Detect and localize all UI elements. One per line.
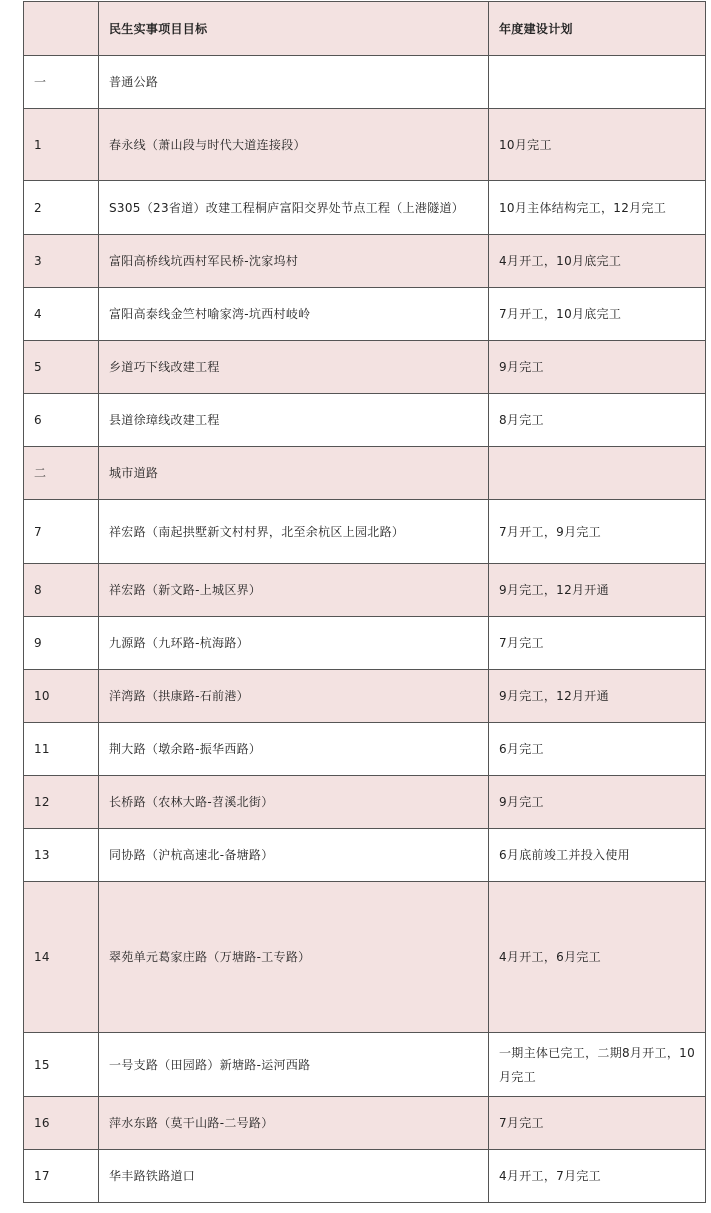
row-plan — [489, 447, 706, 500]
row-no: 3 — [24, 235, 99, 288]
row-no: 1 — [24, 109, 99, 181]
row-no: 17 — [24, 1150, 99, 1203]
row-no: 16 — [24, 1097, 99, 1150]
row-target: 洋湾路（拱康路-石前港） — [99, 670, 489, 723]
table-row — [24, 829, 706, 882]
table-row — [24, 670, 706, 723]
row-target: 县道徐璋线改建工程 — [99, 394, 489, 447]
row-plan: 6月底前竣工并投入使用 — [489, 829, 706, 882]
row-target: 翠苑单元葛家庄路（万塘路-工专路） — [99, 882, 489, 1033]
row-plan: 7月开工，10月底完工 — [489, 288, 706, 341]
row-target: 祥宏路（新文路-上城区界） — [99, 564, 489, 617]
row-target: 祥宏路（南起拱墅新文村村界，北至余杭区上园北路） — [99, 500, 489, 564]
table-row — [24, 447, 706, 500]
row-no: 4 — [24, 288, 99, 341]
row-no: 6 — [24, 394, 99, 447]
row-plan: 9月完工，12月开通 — [489, 564, 706, 617]
row-target: 乡道巧下线改建工程 — [99, 341, 489, 394]
row-no: 10 — [24, 670, 99, 723]
row-no: 一 — [24, 56, 99, 109]
row-no: 14 — [24, 882, 99, 1033]
table-row — [24, 1097, 706, 1150]
row-plan: 4月开工，10月底完工 — [489, 235, 706, 288]
header-target: 民生实事项目目标 — [99, 2, 489, 56]
row-plan: 9月完工，12月开通 — [489, 670, 706, 723]
table-row — [24, 235, 706, 288]
row-plan: 9月完工 — [489, 341, 706, 394]
table-row — [24, 882, 706, 1033]
table-row — [24, 723, 706, 776]
table-row — [24, 109, 706, 181]
table-row — [24, 564, 706, 617]
row-no: 8 — [24, 564, 99, 617]
row-target: 城市道路 — [99, 447, 489, 500]
row-target: S305（23省道）改建工程桐庐富阳交界处节点工程（上港隧道） — [99, 181, 489, 235]
row-target: 春永线（萧山段与时代大道连接段） — [99, 109, 489, 181]
row-plan: 7月完工 — [489, 1097, 706, 1150]
row-plan: 4月开工，7月完工 — [489, 1150, 706, 1203]
row-no: 13 — [24, 829, 99, 882]
row-no: 11 — [24, 723, 99, 776]
row-target: 普通公路 — [99, 56, 489, 109]
header-plan: 年度建设计划 — [489, 2, 706, 56]
row-target: 华丰路铁路道口 — [99, 1150, 489, 1203]
table-row — [24, 500, 706, 564]
row-plan: 4月开工，6月完工 — [489, 882, 706, 1033]
row-target: 富阳高桥线坑西村军民桥-沈家坞村 — [99, 235, 489, 288]
table-row — [24, 341, 706, 394]
row-plan: 一期主体已完工，二期8月开工，10月完工 — [489, 1033, 706, 1097]
row-plan: 8月完工 — [489, 394, 706, 447]
row-no: 9 — [24, 617, 99, 670]
row-plan: 10月完工 — [489, 109, 706, 181]
row-plan — [489, 56, 706, 109]
table-row — [24, 1033, 706, 1097]
table-row — [24, 1150, 706, 1203]
row-target: 萍水东路（莫干山路-二号路） — [99, 1097, 489, 1150]
table-header-row — [24, 2, 706, 56]
row-plan: 7月完工 — [489, 617, 706, 670]
row-no: 12 — [24, 776, 99, 829]
table-row — [24, 56, 706, 109]
row-target: 九源路（九环路-杭海路） — [99, 617, 489, 670]
row-plan: 6月完工 — [489, 723, 706, 776]
row-no: 15 — [24, 1033, 99, 1097]
row-plan: 9月完工 — [489, 776, 706, 829]
row-no: 2 — [24, 181, 99, 235]
row-target: 长桥路（农林大路-苕溪北街） — [99, 776, 489, 829]
header-no — [24, 2, 99, 56]
row-no: 二 — [24, 447, 99, 500]
row-target: 同协路（沪杭高速北-备塘路） — [99, 829, 489, 882]
table-row — [24, 617, 706, 670]
row-plan: 10月主体结构完工，12月完工 — [489, 181, 706, 235]
row-no: 7 — [24, 500, 99, 564]
row-target: 荆大路（墩余路-振华西路） — [99, 723, 489, 776]
row-no: 5 — [24, 341, 99, 394]
table-row — [24, 288, 706, 341]
table-row — [24, 776, 706, 829]
row-target: 富阳高泰线金竺村喻家湾-坑西村岐岭 — [99, 288, 489, 341]
table-row — [24, 181, 706, 235]
row-plan: 7月开工，9月完工 — [489, 500, 706, 564]
table-row — [24, 394, 706, 447]
row-target: 一号支路（田园路）新塘路-运河西路 — [99, 1033, 489, 1097]
project-table — [23, 1, 706, 1203]
